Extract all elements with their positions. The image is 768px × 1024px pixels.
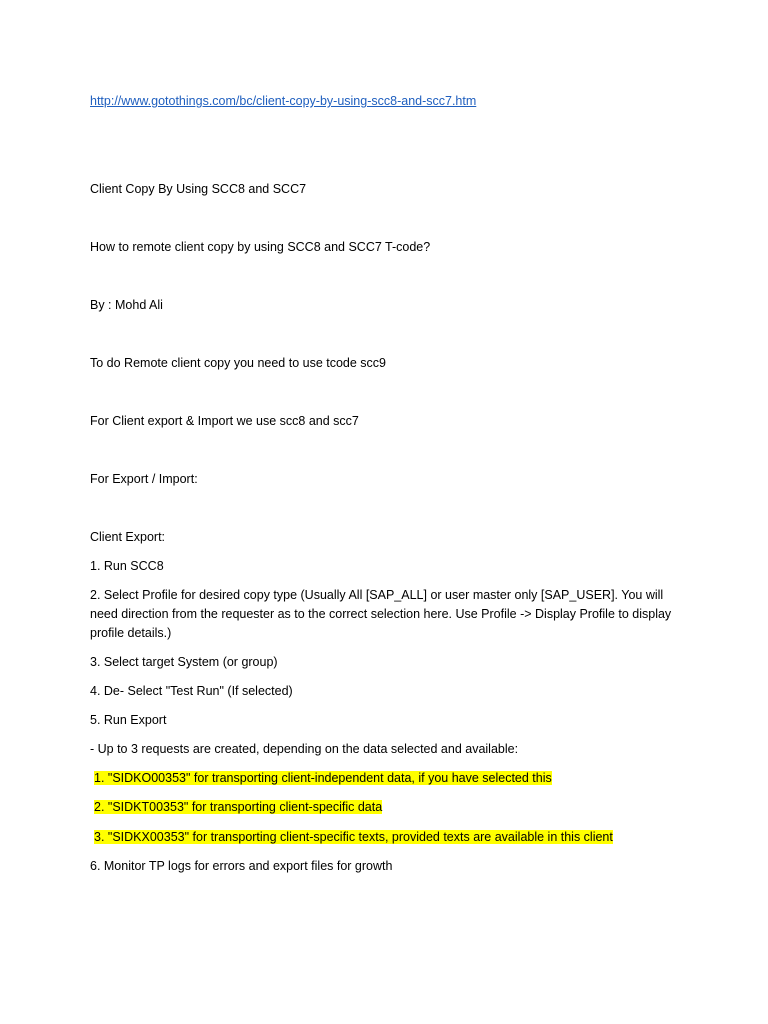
request-2-highlight: 2. "SIDKT00353" for transporting client-specific data	[94, 800, 383, 814]
step-4: 4. De- Select "Test Run" (If selected)	[90, 684, 293, 698]
author-line: By : Mohd Ali	[90, 298, 163, 312]
request-2-line	[94, 798, 382, 817]
step-1: 1. Run SCC8	[90, 559, 164, 573]
requests-note: - Up to 3 requests are created, depending on the data selected and available:	[90, 742, 519, 756]
client-export-heading: Client Export:	[90, 530, 166, 544]
article-question: How to remote client copy by using SCC8 and SCC7 T-code?	[90, 240, 431, 254]
step-6: 6. Monitor TP logs for errors and export files for growth	[90, 859, 393, 873]
step-2: 2. Select Profile for desired copy type (Usually All [SAP_ALL] or user master only [SAP_USER]. You will need direction from the requester as to the correct selection here. Use Profile -> Display Profile to display profile details.)	[90, 588, 672, 640]
paragraph-remote-copy: To do Remote client copy you need to use tcode scc9	[90, 356, 387, 370]
step-5: 5. Run Export	[90, 713, 167, 727]
request-1-line	[94, 769, 552, 788]
step-3: 3. Select target System (or group)	[90, 655, 278, 669]
request-1-highlight: 1. "SIDKO00353" for transporting client-independent data, if you have selected this	[94, 771, 552, 785]
article-title: Client Copy By Using SCC8 and SCC7	[90, 182, 307, 196]
request-3-line	[94, 828, 613, 847]
paragraph-export-import: For Client export & Import we use scc8 and scc7	[90, 414, 359, 428]
request-3-highlight: 3. "SIDKX00353" for transporting client-specific texts, provided texts are available in this client	[94, 830, 613, 844]
source-link[interactable]: http://www.gotothings.com/bc/client-copy-by-using-scc8-and-scc7.htm	[90, 94, 477, 108]
source-link-line	[90, 92, 476, 111]
paragraph-for-export-import: For Export / Import:	[90, 472, 198, 486]
